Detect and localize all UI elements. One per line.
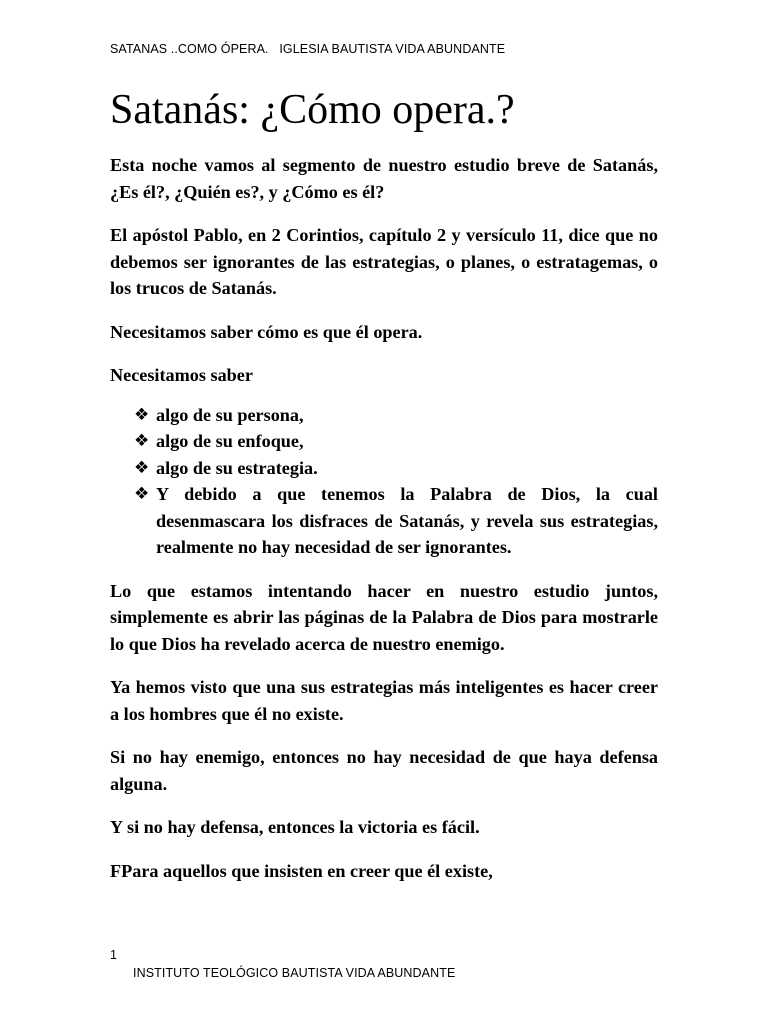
running-footer: INSTITUTO TEOLÓGICO BAUTISTA VIDA ABUNDANTE bbox=[133, 966, 456, 980]
paragraph-need-operate: Necesitamos saber cómo es que él opera. bbox=[110, 321, 423, 342]
page-number: 1 bbox=[110, 948, 117, 962]
diamond-bullet-icon: ❖ bbox=[134, 431, 150, 451]
list-item bbox=[110, 428, 658, 455]
paragraph-no-defense: Y si no hay defensa, entonces la victoria es fácil. bbox=[110, 817, 480, 837]
paragraph-intro: Esta noche vamos al segmento de nuestro estudio breve de Satanás, ¿Es él?, ¿Quién es?, y ¿Cómo es él? bbox=[110, 155, 658, 202]
paragraph-believers: FPara aquellos que insisten en creer que él existe, bbox=[110, 860, 493, 881]
list-item-text: algo de su enfoque, bbox=[156, 431, 304, 451]
diamond-bullet-icon: ❖ bbox=[134, 484, 150, 504]
running-header: SATANAS ..COMO ÓPERA. IGLESIA BAUTISTA VIDA ABUNDANTE bbox=[110, 42, 506, 56]
diamond-bullet-icon: ❖ bbox=[134, 404, 150, 425]
list-item bbox=[110, 402, 658, 429]
list-item-text: algo de su estrategia. bbox=[156, 457, 318, 478]
bullet-list bbox=[110, 402, 658, 561]
document-body bbox=[110, 152, 658, 901]
paragraph-need-know: Necesitamos saber bbox=[110, 365, 253, 385]
list-item bbox=[110, 455, 658, 482]
diamond-bullet-icon: ❖ bbox=[134, 457, 150, 478]
paragraph-strategy: Ya hemos visto que una sus estrategias más inteligentes es hacer creer a los hombres que él no existe. bbox=[110, 677, 658, 724]
document-title: Satanás: ¿Cómo opera.? bbox=[110, 87, 515, 133]
list-item-text: Y debido a que tenemos la Palabra de Dios, la cual desenmascara los disfraces de Satanás, y revela sus estrategias, realmente no hay necesidad de ser ignorantes. bbox=[156, 484, 658, 557]
paragraph-no-enemy: Si no hay enemigo, entonces no hay necesidad de que haya defensa alguna. bbox=[110, 747, 658, 794]
paragraph-pablo: El apóstol Pablo, en 2 Corintios, capítulo 2 y versículo 11, dice que no debemos ser ignorantes de las estrategias, o planes, o estratagemas, o los trucos de Satanás. bbox=[110, 225, 658, 298]
paragraph-study-purpose: Lo que estamos intentando hacer en nuestro estudio juntos, simplemente es abrir las páginas de la Palabra de Dios para mostrarle lo que Dios ha revelado acerca de nuestro enemigo. bbox=[110, 580, 658, 654]
list-item-text: algo de su persona, bbox=[156, 404, 304, 425]
list-item bbox=[110, 481, 658, 561]
